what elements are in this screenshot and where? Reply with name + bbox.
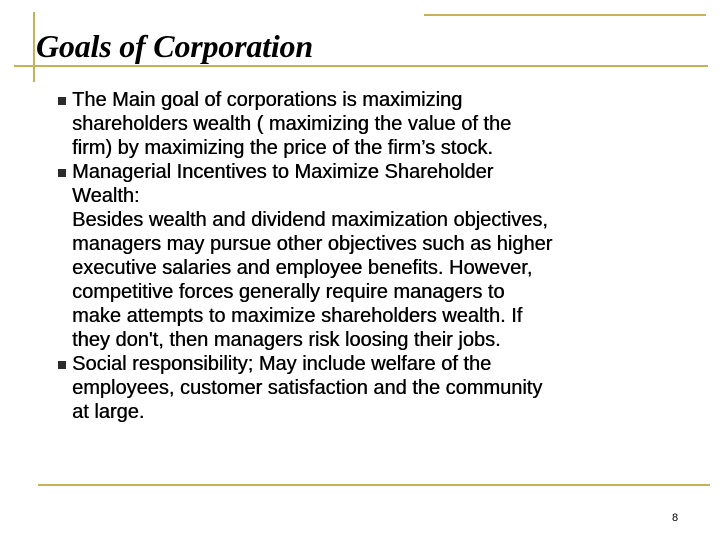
- text-line: competitive forces generally require managers to: [72, 281, 505, 303]
- square-bullet-icon: [58, 97, 66, 105]
- bullet-text: [72, 352, 698, 424]
- text-line: Managerial Incentives to Maximize Shareholder: [72, 161, 494, 183]
- bullet-text: [72, 160, 698, 352]
- page-number: 8: [672, 512, 679, 524]
- text-line: firm) by maximizing the price of the firm’s stock.: [72, 137, 493, 159]
- square-bullet-icon: [58, 169, 66, 177]
- text-line: they don't, then managers risk loosing their jobs.: [72, 329, 501, 351]
- square-bullet-icon: [58, 361, 66, 369]
- bullet-list: [58, 88, 698, 424]
- text-line: Besides wealth and dividend maximization objectives,: [72, 209, 548, 231]
- text-line: The Main goal of corporations is maximizing: [72, 89, 463, 111]
- bullet-text: [72, 88, 698, 160]
- slide-title: Goals of Corporation: [36, 28, 313, 64]
- text-line: Social responsibility; May include welfare of the: [72, 353, 492, 375]
- text-line: make attempts to maximize shareholders wealth. If: [72, 305, 523, 327]
- text-line: executive salaries and employee benefits. However,: [72, 257, 533, 279]
- text-line: managers may pursue other objectives such as higher: [72, 233, 553, 255]
- text-line: at large.: [72, 401, 145, 423]
- bullet-item-social-responsibility: [58, 352, 698, 424]
- title-top-rule: [424, 14, 706, 16]
- text-line: employees, customer satisfaction and the community: [72, 377, 543, 399]
- text-line: Wealth:: [72, 185, 140, 207]
- title-vertical-rule: [33, 12, 35, 82]
- footer-rule: [38, 484, 710, 486]
- text-line: shareholders wealth ( maximizing the value of the: [72, 113, 512, 135]
- bullet-item-main-goal: [58, 88, 698, 160]
- bullet-item-managerial-incentives: [58, 160, 698, 352]
